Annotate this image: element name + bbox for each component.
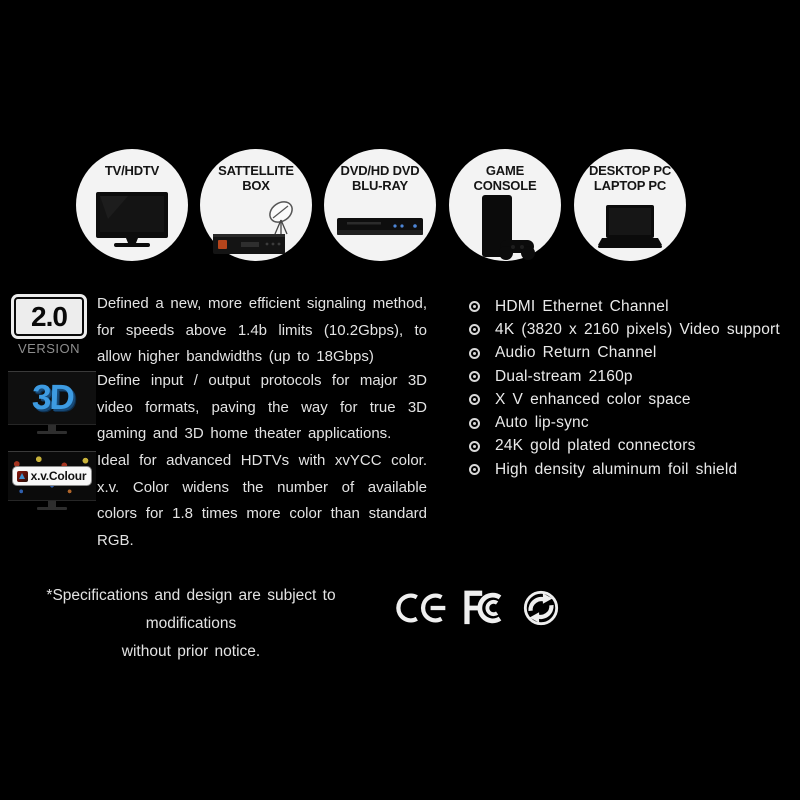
xvcolour-label: x.v.Colour [30,469,87,483]
version-2-badge-box [11,294,87,339]
bullet-icon [469,371,480,382]
spec-item [469,458,780,481]
device-label [341,164,420,193]
certification-marks [396,589,560,632]
spec-item [469,295,780,318]
bullet-icon [469,441,480,452]
bullet-icon [469,418,480,429]
game-console-icon [449,193,561,265]
spec-item [469,388,780,411]
tv-stand [8,425,96,434]
bullet-icon [469,301,480,312]
device-label-line2: LAPTOP PC [593,177,667,193]
version-2-description: Defined a new, more efficient signaling method, for speeds above 1.4b limits (10.2Gbps), to allow higher bandwidths (up to 18Gbps) [97,295,427,365]
device-label-line2: CONSOLE [473,177,537,193]
ce-mark-icon [396,589,450,632]
fcc-mark-icon [461,589,511,632]
xvcolour-tv-icon [8,451,96,501]
bullet-icon [469,394,480,405]
spec-text: High density aluminum foil shield [495,460,738,478]
xvcolour-pill [12,466,93,486]
device-label-line1: TV/HDTV [104,163,160,178]
device-circle-tv [76,149,188,261]
bullet-icon [469,348,480,359]
spec-text: HDMI Ethernet Channel [495,297,669,315]
device-circle-satellite-box [200,149,312,261]
spec-text: Auto lip-sync [495,414,589,432]
device-label [589,164,671,193]
satellite-box-icon [200,193,312,261]
spec-text: Audio Return Channel [495,344,657,362]
bullet-icon [469,464,480,475]
spec-text: X V enhanced color space [495,390,691,408]
spec-text: Dual-stream 2160p [495,367,633,385]
device-label-line1: GAME [485,163,525,178]
device-label-line1: DVD/HD DVD [340,163,420,178]
version-label: VERSION [17,341,80,356]
device-label-line2: BOX [242,177,270,193]
device-circle-game-console [449,149,561,261]
disclaimer-line2: without prior notice. [121,643,261,660]
device-circle-pc [574,149,686,261]
3d-logo: 3D [30,378,74,417]
device-label-line1: SATTELLITE [218,163,294,178]
spec-item [469,318,780,341]
spec-text: 24K gold plated connectors [495,437,696,455]
device-label [105,164,159,179]
spec-item [469,435,780,458]
green-dot-recycle-icon [522,589,560,632]
bullet-icon [469,324,480,335]
laptop-icon [574,193,686,261]
device-label-line1: DESKTOP PC [588,163,672,178]
xvcolour-description: Ideal for advanced HDTVs with xvYCC color. x.v. Color widens the number of available colors for 1.8 times more color than standard RGB. [97,452,427,549]
device-label [474,164,537,193]
xvcolour-logo-icon [17,471,28,482]
disclaimer [2,582,380,666]
tv-stand [8,501,96,510]
spec-item [469,342,780,365]
spec-text: 4K (3820 x 2160 pixels) Video support [495,320,780,338]
device-circle-dvd-player [324,149,436,261]
dvd-player-icon [324,193,436,261]
device-label-line2: BLU-RAY [352,177,408,193]
spec-list [469,295,780,481]
spec-item [469,411,780,434]
spec-item [469,365,780,388]
3d-description: Define input / output protocols for major 3D video formats, paving the way for true 3D gaming and 3D home theater applications. [97,372,427,442]
badge-3d [8,371,96,434]
disclaimer-line1: *Specifications and design are subject to modifications [46,587,336,632]
device-label [218,164,294,193]
version-2-badge [11,294,87,356]
tv-icon [76,179,188,262]
3d-tv-icon [8,371,96,425]
version-number: 2.0 [31,300,67,332]
badge-xvcolour [8,451,96,510]
